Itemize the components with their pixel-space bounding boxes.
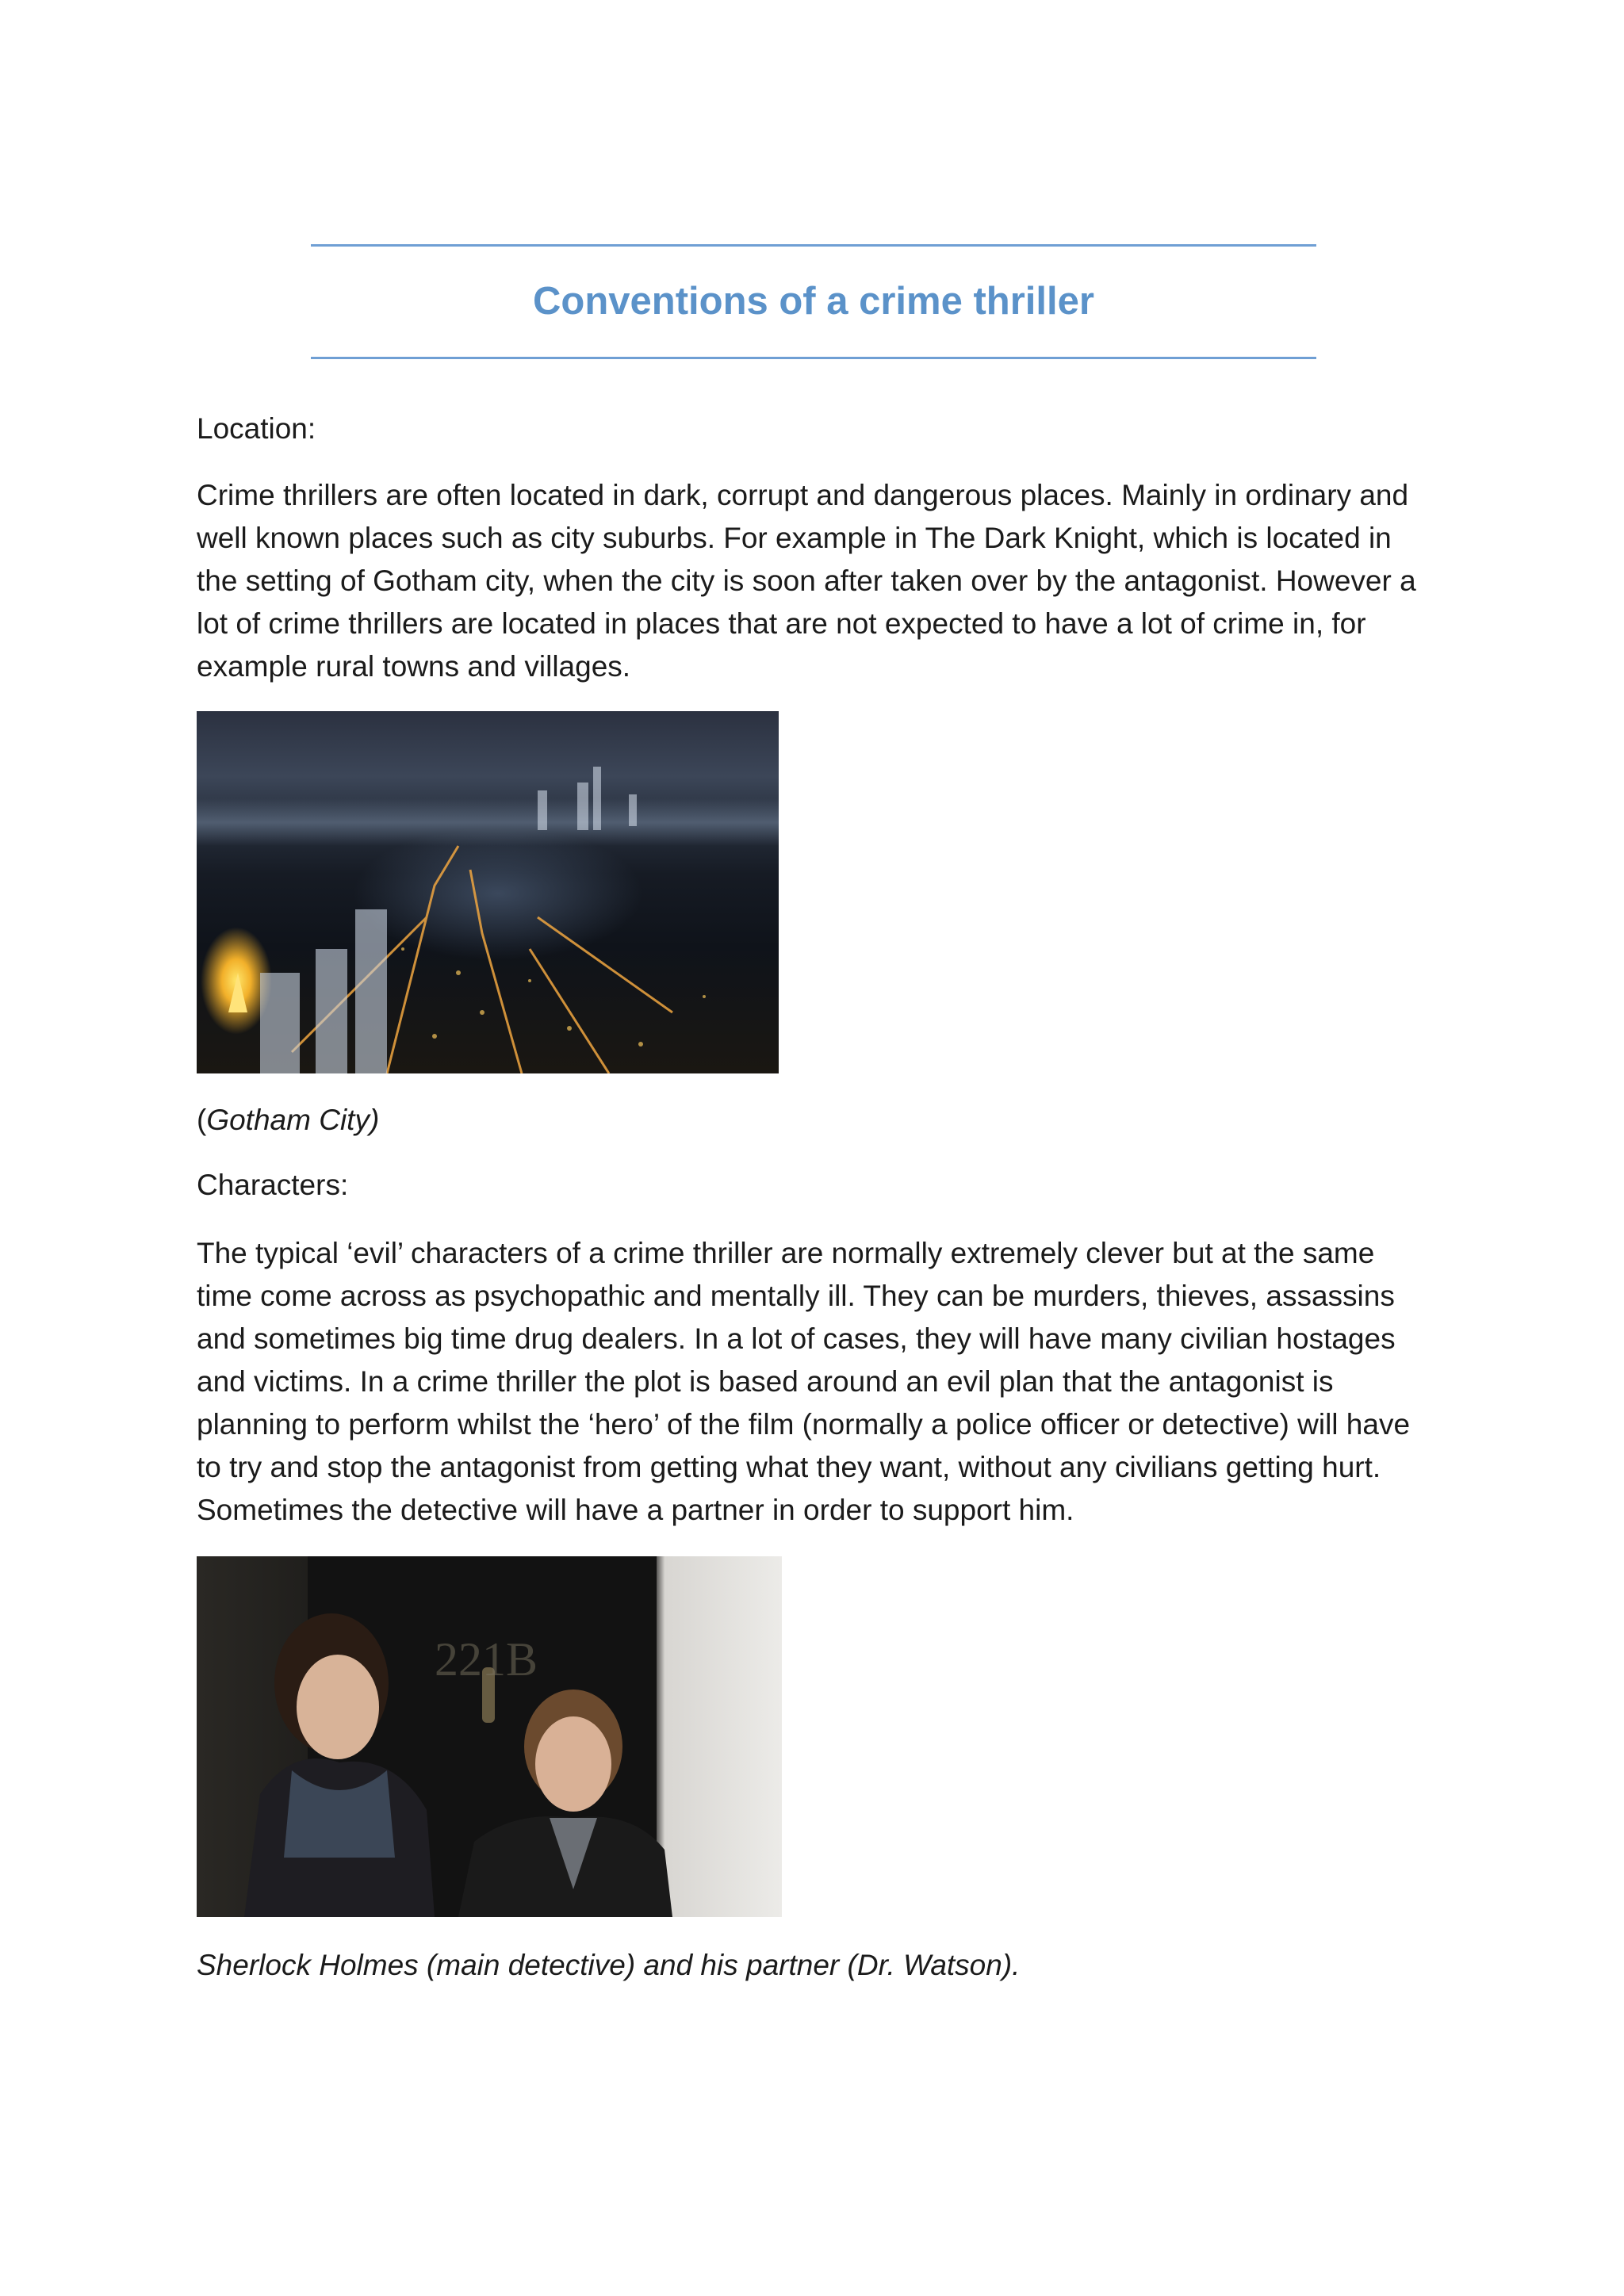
title-rule-bottom [311,357,1316,359]
location-heading: Location: [197,412,316,445]
gotham-city-photo [197,711,779,1073]
gotham-caption-text: Gotham City) [206,1104,380,1136]
title-rule-top [311,244,1316,247]
characters-paragraph: The typical ‘evil’ characters of a crime thriller are normally extremely clever but at the same time come across as psychopathic and mentally ill. They can be murders, thieves, assassins and sometimes big time drug dealers. In a lot of cases, they will have many civilian hostages and victims. In a crime thriller the plot is based around an evil plan that the antagonist is planning to perform whilst the ‘hero’ of the film (normally a police officer or detective) will have to try and stop the antagonist from getting what they want, without any civilians getting hurt. Sometimes the detective will have a partner in order to support him. [197,1237,1411,1526]
location-paragraph: Crime thrillers are often located in dark, corrupt and dangerous places. Mainly in ordinary and well known places such as city suburbs. For example in The Dark Knight, which is located in the setting of Gotham city, when the city is soon after taken over by the antagonist. However a lot of crime thrillers are located in places that are not expected to have a lot of crime in, for example rural towns and villages. [197,479,1416,683]
svg-text:221B: 221B [435,1633,538,1686]
caption-open-paren: ( [197,1104,207,1136]
sherlock-watson-photo [197,1556,782,1917]
sherlock-caption: Sherlock Holmes (main detective) and his partner (Dr. Watson). [197,1949,1021,1981]
city-lights-graphic [197,711,779,1073]
page-title: Conventions of a crime thriller [533,280,1094,323]
two-figures-graphic [197,1556,782,1917]
characters-heading: Characters: [197,1169,349,1201]
gotham-caption [197,1099,1434,1142]
